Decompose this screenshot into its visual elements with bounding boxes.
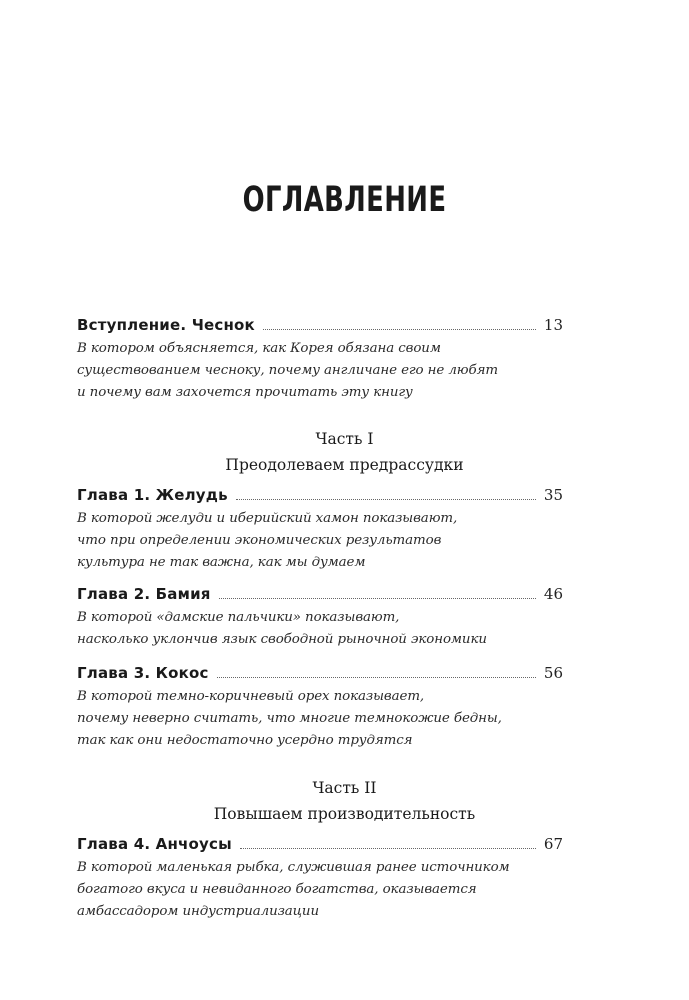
part-label: Часть II: [312, 779, 377, 797]
toc-entry-intro: [77, 316, 563, 404]
dot-leader: [236, 498, 536, 500]
description-line: амбассадором индустриализации: [77, 904, 319, 919]
description-line: В которой маленькая рыбка, служившая ранее источником: [77, 860, 510, 875]
toc-entry-chapter-3: [77, 664, 563, 752]
toc-entry-head: [77, 486, 563, 504]
dot-leader: [217, 676, 536, 678]
page-title: ОГЛАВЛЕНИЕ: [242, 180, 447, 220]
entry-description: [77, 338, 563, 404]
entry-title: Вступление. Чеснок: [77, 316, 255, 334]
page-number: 13: [543, 316, 563, 334]
toc-entry-chapter-1: [77, 486, 563, 574]
description-line: В котором объясняется, как Корея обязана своим: [77, 341, 441, 356]
toc-entry-head: [77, 835, 563, 853]
dot-leader: [240, 847, 536, 849]
description-line: и почему вам захочется прочитать эту книгу: [77, 385, 413, 400]
description-line: богатого вкуса и невиданного богатства, оказывается: [77, 882, 477, 897]
part-name: Преодолеваем предрассудки: [225, 456, 464, 474]
description-line: почему неверно считать, что многие темнокожие бедны,: [77, 711, 502, 726]
entry-title: Глава 1. Желудь: [77, 486, 228, 504]
page-number: 46: [543, 585, 563, 603]
entry-description: [77, 607, 563, 651]
part-heading-2: [0, 775, 689, 827]
entry-title: Глава 3. Кокос: [77, 664, 209, 682]
description-line: культура не так важна, как мы думаем: [77, 555, 366, 570]
description-line: так как они недостаточно усердно трудятся: [77, 733, 413, 748]
part-label: Часть I: [315, 430, 374, 448]
dot-leader: [263, 328, 536, 330]
description-line: существованием чесноку, почему англичане его не любят: [77, 363, 498, 378]
entry-description: [77, 857, 563, 923]
part-name: Повышаем производительность: [213, 805, 476, 823]
description-line: В которой желуди и иберийский хамон показывают,: [77, 511, 458, 526]
description-line: насколько уклончив язык свободной рыночной экономики: [77, 632, 487, 647]
toc-entry-chapter-4: [77, 835, 563, 923]
entry-description: [77, 508, 563, 574]
page-number: 56: [543, 664, 563, 682]
toc-entry-head: [77, 664, 563, 682]
dot-leader: [219, 597, 536, 599]
toc-entry-head: [77, 316, 563, 334]
toc-entry-head: [77, 585, 563, 603]
description-line: В которой «дамские пальчики» показывают,: [77, 610, 400, 625]
entry-description: [77, 686, 563, 752]
description-line: что при определении экономических результатов: [77, 533, 442, 548]
part-heading-1: [0, 426, 689, 478]
entry-title: Глава 2. Бамия: [77, 585, 211, 603]
entry-title: Глава 4. Анчоусы: [77, 835, 232, 853]
description-line: В которой темно-коричневый орех показывает,: [77, 689, 425, 704]
page-number: 35: [543, 486, 563, 504]
toc-entry-chapter-2: [77, 585, 563, 651]
page-number: 67: [543, 835, 563, 853]
